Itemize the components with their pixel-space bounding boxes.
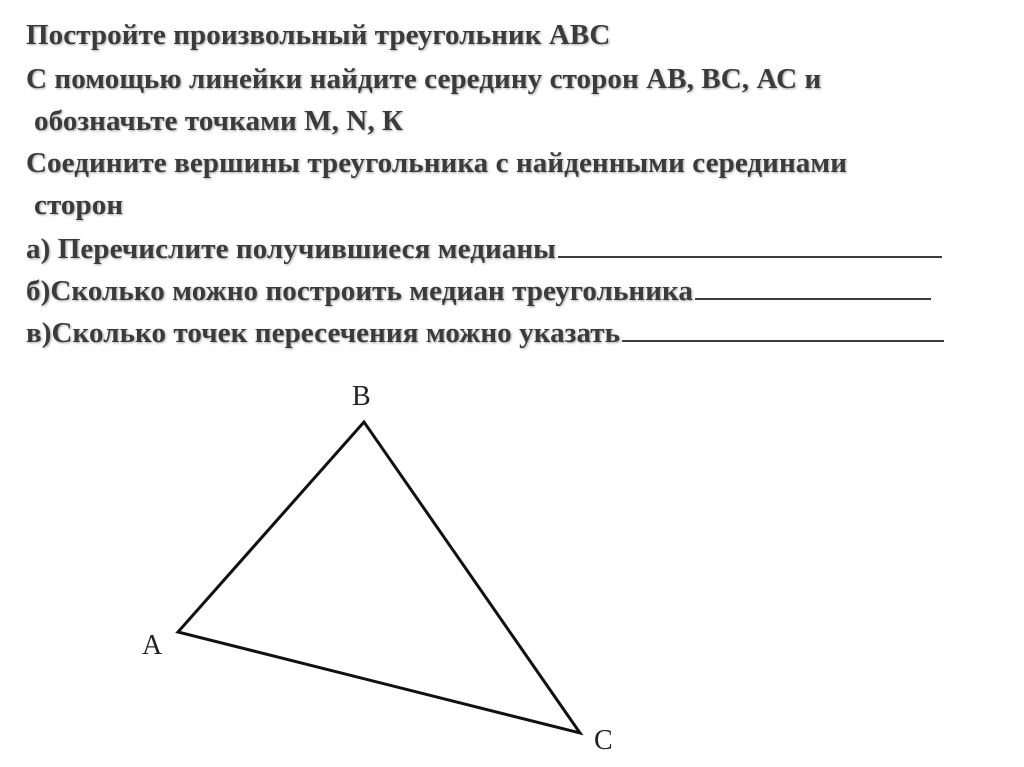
task-line-construct-triangle: Постройте произвольный треугольник АВС xyxy=(26,19,611,51)
task-line-label-points: обозначьте точками M, N, К xyxy=(34,105,404,137)
task-line-connect-vertices: Соедините вершины треугольника с найденными серединами xyxy=(26,147,848,179)
triangle-abc xyxy=(178,422,580,733)
task-line-find-midpoints: С помощью линейки найдите середину сторон АВ, ВС, АС и xyxy=(26,63,822,95)
question-a-text: а) Перечислите получившиеся медианы xyxy=(26,233,556,265)
vertex-label-a: А xyxy=(142,630,163,661)
task-line-sides: сторон xyxy=(34,189,124,221)
question-b-text: б)Сколько можно построить медиан треугольника xyxy=(26,275,694,307)
vertex-label-b: В xyxy=(352,381,371,412)
question-c-text: в)Сколько точек пересечения можно указать xyxy=(26,317,621,349)
vertex-label-c: С xyxy=(594,725,613,756)
